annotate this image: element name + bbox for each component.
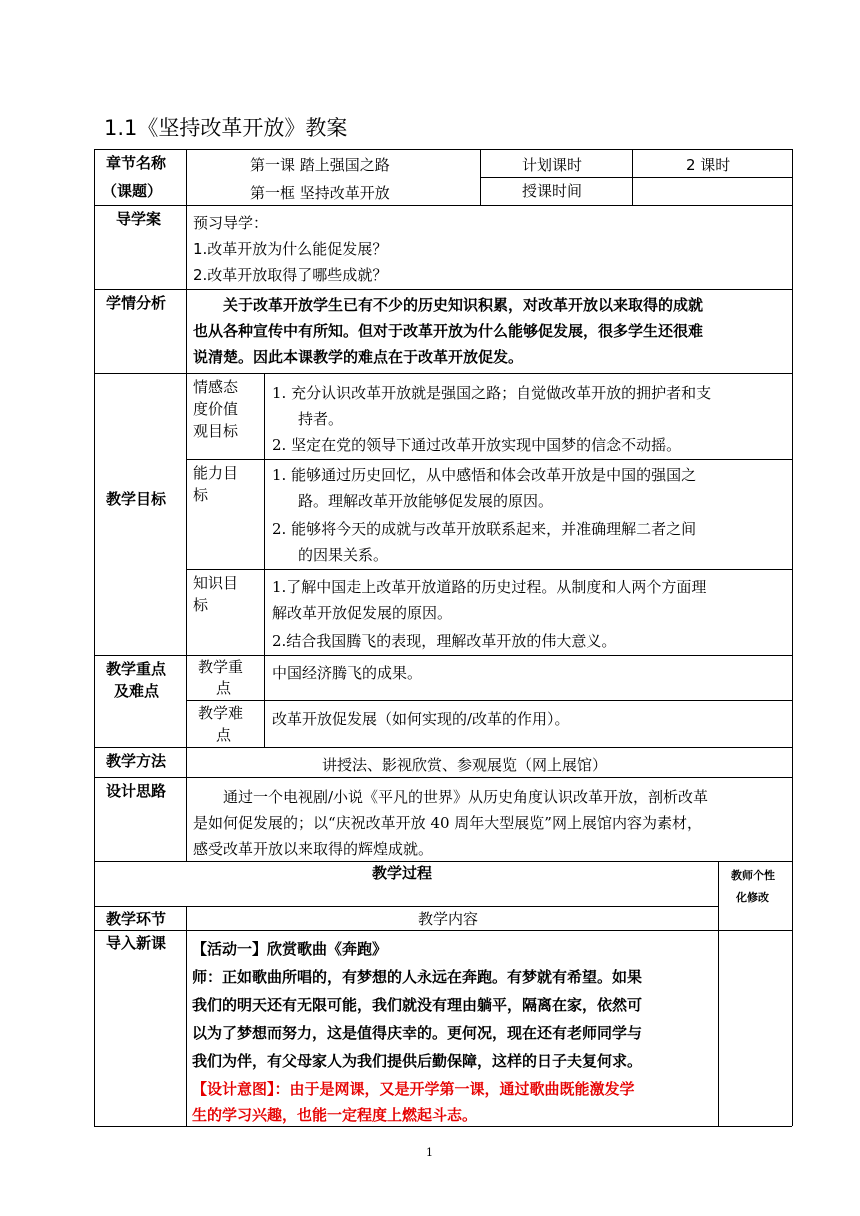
intro-line-3: 以为了梦想而努力，这是值得庆幸的。更何况，现在还有老师同学与 [192, 1024, 643, 1042]
ability-goal-1a: 1. 能够通过历史回忆，从中感悟和体会改革开放是中国的强国之 [272, 466, 697, 484]
ability-goal-2a: 2. 能够将今天的成就与改革开放联系起来，并准确理解二者之间 [272, 520, 697, 538]
keypoints-label-2: 及难点 [114, 682, 160, 700]
chapter-label: 章节名称 [106, 154, 167, 172]
guide-label: 导学案 [116, 210, 162, 228]
step-header: 教学环节 [106, 910, 167, 928]
chapter-label-sub: （课题） [102, 182, 163, 200]
lesson-name: 第一课 踏上强国之路 [250, 156, 390, 174]
intro-label: 导入新课 [106, 934, 167, 952]
plan-hours-value: 2 课时 [686, 156, 731, 174]
emotion-goal-label-2: 度价值 [193, 400, 239, 418]
teacher-modify-label-1: 教师个性 [731, 869, 775, 882]
key-point-text: 中国经济腾飞的成果。 [272, 664, 423, 682]
teacher-modify-label-2: 化修改 [736, 891, 769, 904]
frame-name: 第一框 坚持改革开放 [250, 184, 390, 202]
emotion-goal-label-1: 情感态 [193, 378, 239, 396]
intro-line-1: 师：正如歌曲所唱的，有梦想的人永远在奔跑。有梦就有希望。如果 [192, 968, 643, 986]
goals-label: 教学目标 [106, 490, 167, 508]
document-title: 1.1《坚持改革开放》教案 [104, 116, 348, 140]
ability-goal-label-1: 能力目 [193, 464, 239, 482]
analysis-line-3: 说清楚。因此本课教学的难点在于改革开放促发。 [193, 348, 524, 366]
design-intent-line-2: 生的学习兴趣，也能一定程度上燃起斗志。 [192, 1106, 478, 1124]
design-label: 设计思路 [106, 782, 167, 800]
emotion-goal-label-3: 观目标 [193, 422, 239, 440]
intro-line-4: 我们为伴，有父母家人为我们提供后勤保障，这样的日子夫复何求。 [192, 1052, 643, 1070]
knowledge-goal-1b: 解改革开放促发展的原因。 [272, 604, 453, 622]
ability-goal-2b: 的因果关系。 [298, 546, 389, 564]
difficult-point-label-1: 教学难 [198, 704, 244, 722]
design-line-1: 通过一个电视剧/小说《平凡的世界》从历史角度认识改革开放，剖析改革 [223, 788, 709, 806]
content-header: 教学内容 [418, 910, 479, 928]
intro-activity: 【活动一】欣赏歌曲《奔跑》 [192, 940, 388, 958]
design-intent-line-1: 【设计意图】：由于是网课，又是开学第一课，通过歌曲既能激发学 [192, 1080, 635, 1098]
method-label: 教学方法 [106, 752, 167, 770]
emotion-goal-1a: 1. 充分认识改革开放就是强国之路；自觉做改革开放的拥护者和支 [272, 384, 712, 402]
method-text: 讲授法、影视欣赏、参观展览（网上展馆） [322, 756, 608, 774]
process-title: 教学过程 [372, 864, 433, 882]
ability-goal-1b: 路。理解改革开放能够促发展的原因。 [298, 492, 554, 510]
intro-line-2: 我们的明天还有无限可能，我们就没有理由躺平，隔离在家，依然可 [192, 996, 643, 1014]
difficult-point-text: 改革开放促发展（如何实现的/改革的作用）。 [272, 710, 570, 728]
knowledge-goal-1a: 1.了解中国走上改革开放道路的历史过程。从制度和人两个方面理 [272, 578, 707, 596]
guide-question-1: 1.改革开放为什么能促发展？ [193, 240, 388, 258]
analysis-line-2: 也从各种宣传中有所知。但对于改革开放为什么能够促发展，很多学生还很难 [193, 322, 704, 340]
guide-question-2: 2.改革开放取得了哪些成就？ [193, 266, 388, 284]
ability-goal-label-2: 标 [193, 486, 209, 504]
page-number: 1 [426, 1146, 433, 1159]
knowledge-goal-2: 2.结合我国腾飞的表现，理解改革开放的伟大意义。 [272, 632, 617, 650]
key-point-label-1: 教学重 [198, 658, 244, 676]
analysis-label: 学情分析 [106, 294, 167, 312]
analysis-line-1: 关于改革开放学生已有不少的历史知识积累，对改革开放以来取得的成就 [223, 296, 704, 314]
design-line-2: 是如何促发展的；以“庆祝改革开放 40 周年大型展览”网上展馆内容为素材， [193, 814, 702, 832]
emotion-goal-2: 2. 坚定在党的领导下通过改革开放实现中国梦的信念不动摇。 [272, 436, 682, 454]
knowledge-goal-label-2: 标 [193, 596, 209, 614]
plan-hours-label: 计划课时 [522, 156, 583, 174]
knowledge-goal-label-1: 知识目 [193, 574, 239, 592]
keypoints-label-1: 教学重点 [106, 660, 167, 678]
emotion-goal-1b: 持者。 [298, 410, 344, 428]
guide-intro: 预习导学： [193, 214, 269, 232]
difficult-point-label-2: 点 [216, 726, 232, 744]
key-point-label-2: 点 [216, 679, 232, 697]
teach-time-label: 授课时间 [522, 182, 583, 200]
design-line-3: 感受改革开放以来取得的辉煌成就。 [193, 840, 434, 858]
